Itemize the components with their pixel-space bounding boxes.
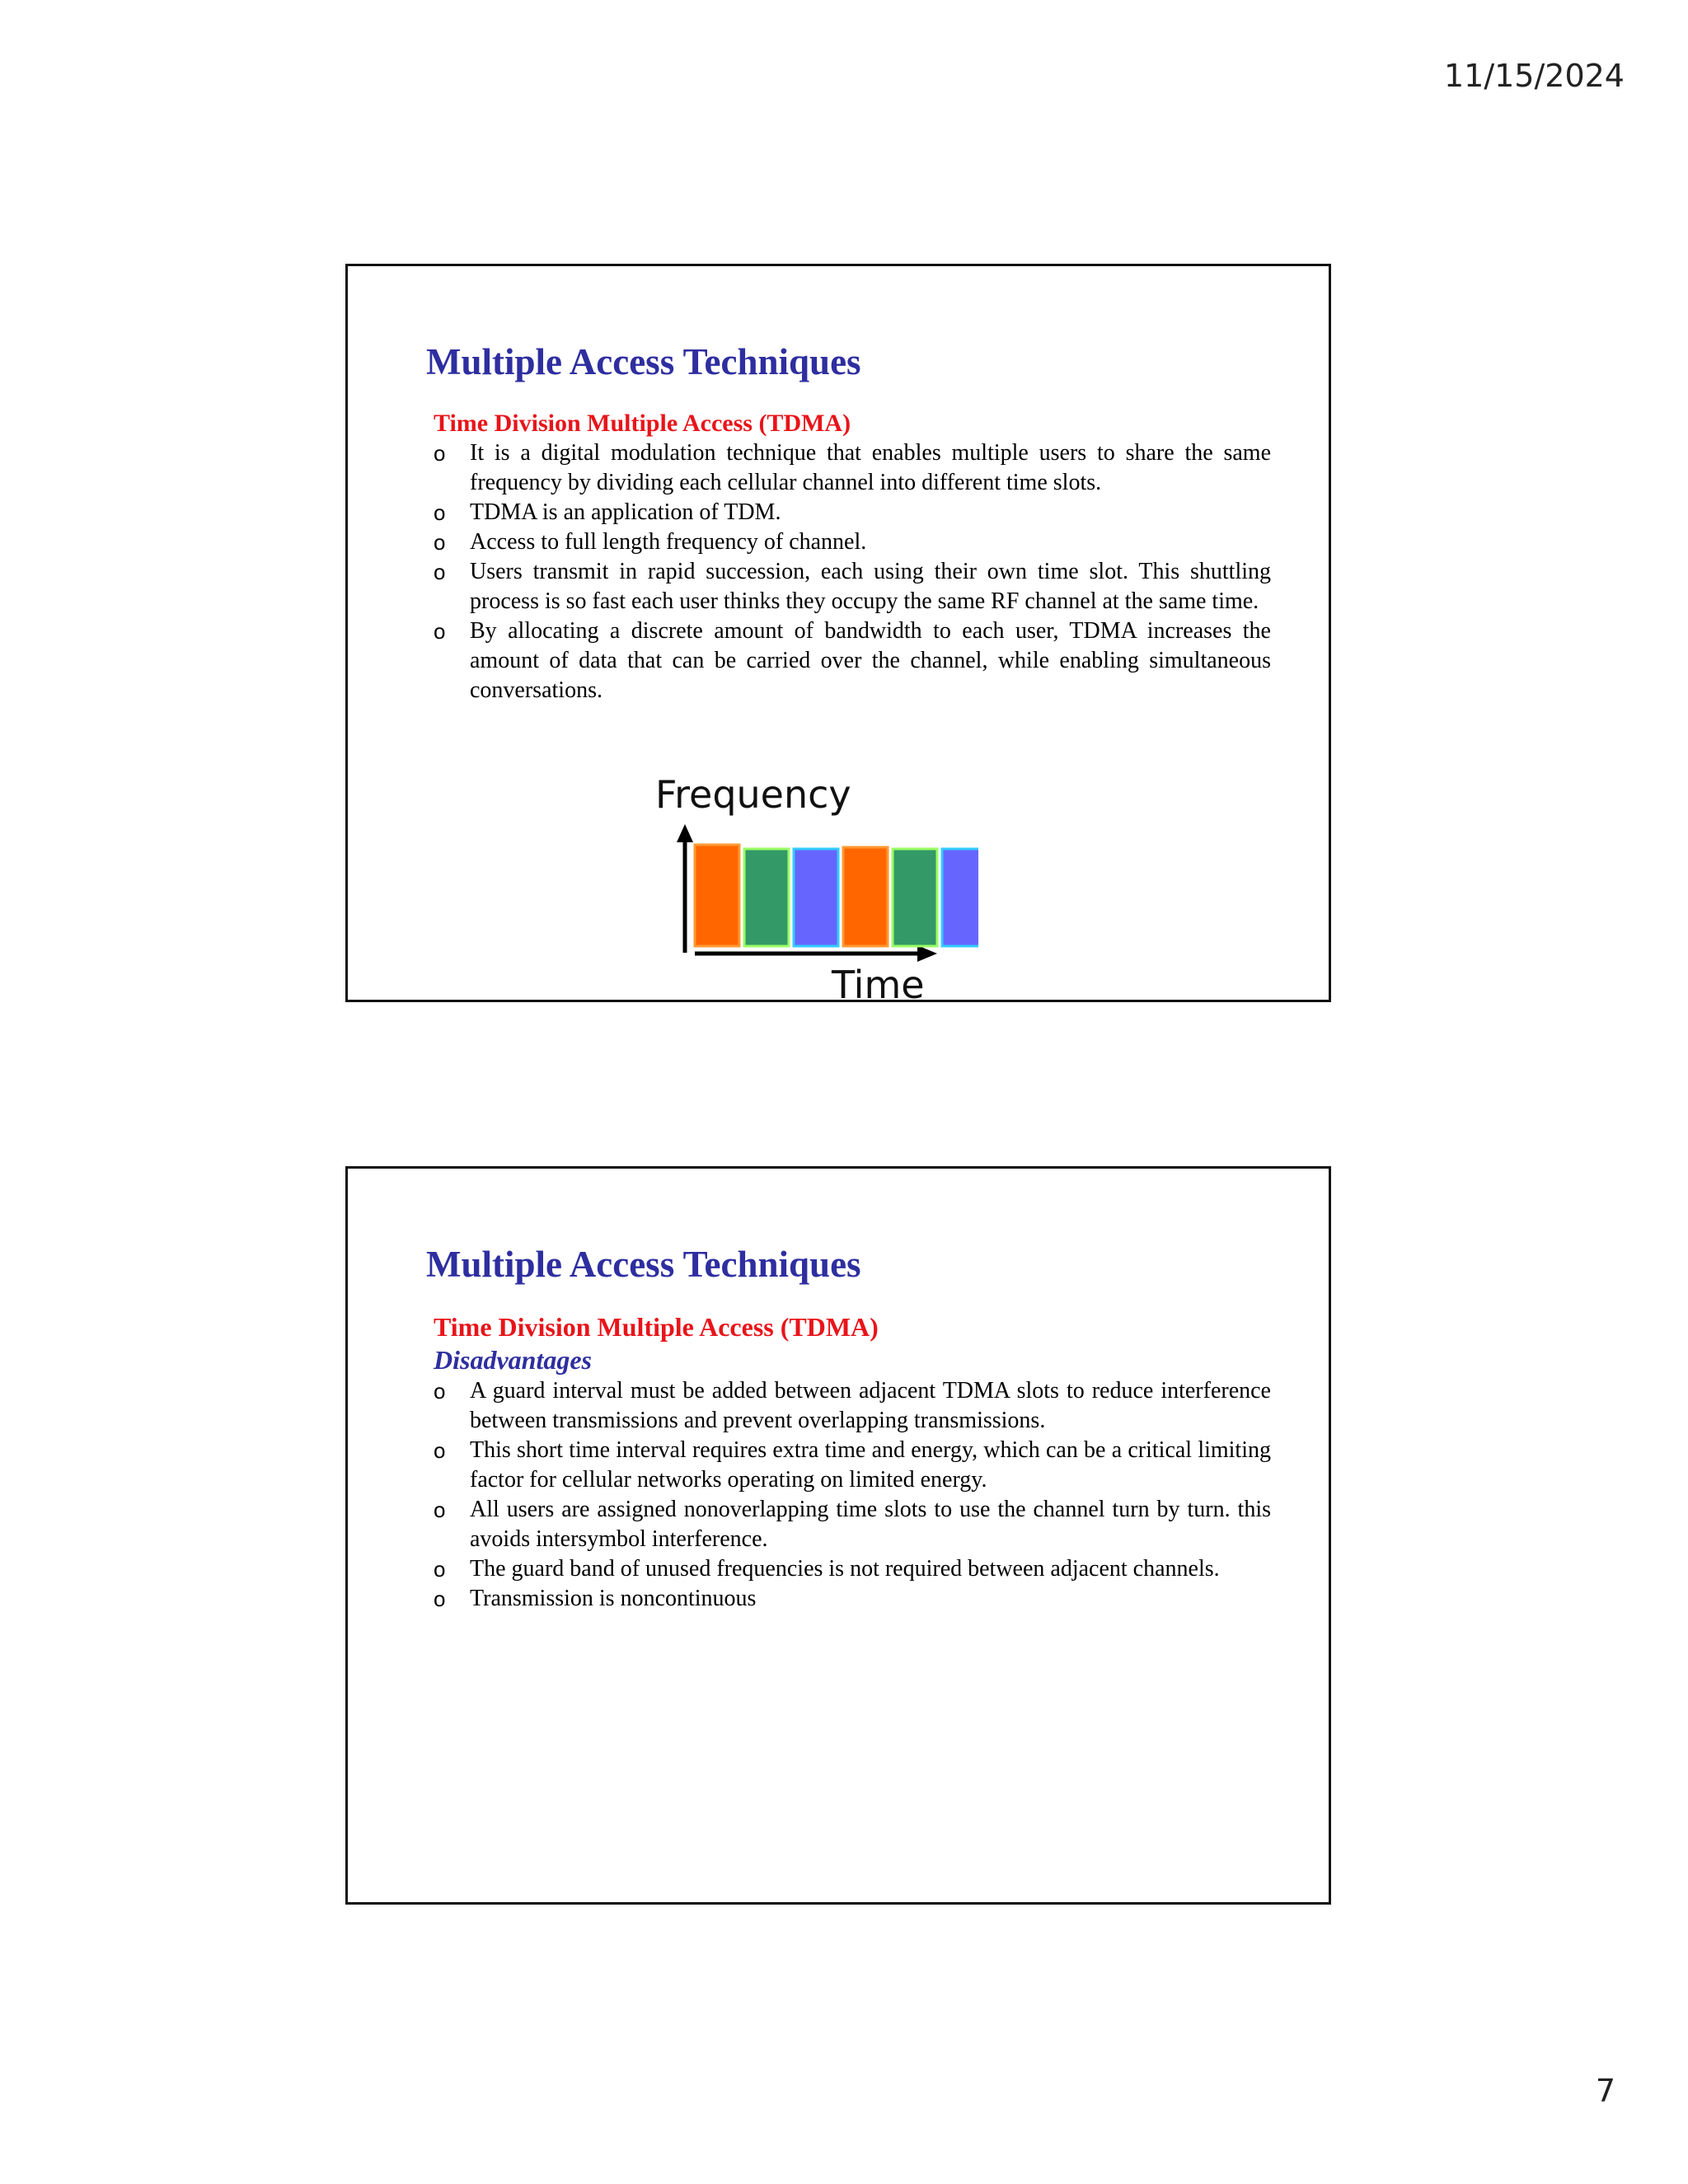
subsubheading: Disadvantages	[434, 1345, 592, 1375]
bullet-marker: o	[434, 500, 446, 525]
header-date: 11/15/2024	[1443, 58, 1625, 94]
page-number: 7	[1595, 2073, 1615, 2109]
bullet-text: All users are assigned nonoverlapping time slots to use the channel turn by turn. this avoids intersymbol interference.	[470, 1497, 1271, 1552]
time-slot-3	[794, 849, 838, 946]
list-item	[434, 498, 1271, 527]
list-item	[434, 1376, 1271, 1436]
slide-content	[434, 409, 1271, 705]
slide-1	[345, 264, 1331, 1002]
list-item	[434, 438, 1271, 498]
list-item	[434, 1584, 1271, 1614]
list-item	[434, 1436, 1271, 1495]
slide-title: Multiple Access Techniques	[426, 341, 861, 382]
bullet-list	[434, 1376, 1271, 1614]
bullet-marker: o	[434, 1586, 446, 1611]
bullet-text: By allocating a discrete amount of bandwidth to each user, TDMA increases the amount of data that can be carried over the channel, while enabling simultaneous conversations.	[470, 618, 1271, 703]
list-item	[434, 557, 1271, 616]
list-item	[434, 1495, 1271, 1554]
list-item	[434, 1554, 1271, 1584]
time-slot-6	[942, 849, 978, 946]
slide-2	[345, 1166, 1331, 1905]
bullet-text: Users transmit in rapid succession, each using their own time slot. This shuttling process is so fast each user thinks they occupy the same RF channel at the same time.	[470, 559, 1271, 614]
x-axis-arrow-icon	[917, 945, 937, 962]
time-slot-2	[744, 849, 789, 946]
bullet-marker: o	[434, 1497, 446, 1522]
bullet-marker: o	[434, 1438, 446, 1463]
time-slot-4	[843, 847, 888, 946]
subheading: Time Division Multiple Access (TDMA)	[434, 410, 851, 437]
bullet-marker: o	[434, 619, 446, 644]
time-slots	[695, 845, 978, 946]
bullet-text: The guard band of unused frequencies is not required between adjacent channels.	[470, 1556, 1220, 1582]
bullet-marker: o	[434, 1557, 446, 1582]
bullet-list	[434, 438, 1271, 705]
subheading: Time Division Multiple Access (TDMA)	[434, 1312, 879, 1342]
list-item	[434, 527, 1271, 557]
bullet-marker: o	[434, 1379, 446, 1404]
y-axis-label: Frequency	[655, 772, 851, 817]
tdma-diagram-svg	[649, 765, 978, 1004]
slide-title: Multiple Access Techniques	[426, 1244, 861, 1285]
x-axis-label: Time	[832, 963, 925, 1004]
time-slot-1	[695, 845, 739, 946]
bullet-text: This short time interval requires extra time and energy, which can be a critical limiting factor for cellular networks operating on limited energy.	[470, 1437, 1271, 1493]
bullet-text: Access to full length frequency of channel.	[470, 529, 867, 555]
bullet-text: A guard interval must be added between adjacent TDMA slots to reduce interference between transmissions and prevent overlapping transmissions.	[470, 1378, 1271, 1433]
bullet-marker: o	[434, 560, 446, 584]
bullet-text: It is a digital modulation technique that enables multiple users to share the same frequency by dividing each cellular channel into different time slots.	[470, 440, 1271, 495]
bullet-marker: o	[434, 441, 446, 466]
slide-content	[434, 1310, 1271, 1614]
bullet-text: Transmission is noncontinuous	[470, 1586, 757, 1611]
bullet-text: TDMA is an application of TDM.	[470, 499, 781, 525]
time-slot-5	[893, 849, 937, 946]
tdma-diagram	[649, 765, 978, 1004]
list-item	[434, 616, 1271, 705]
bullet-marker: o	[434, 530, 446, 555]
y-axis-arrow-icon	[677, 824, 693, 842]
